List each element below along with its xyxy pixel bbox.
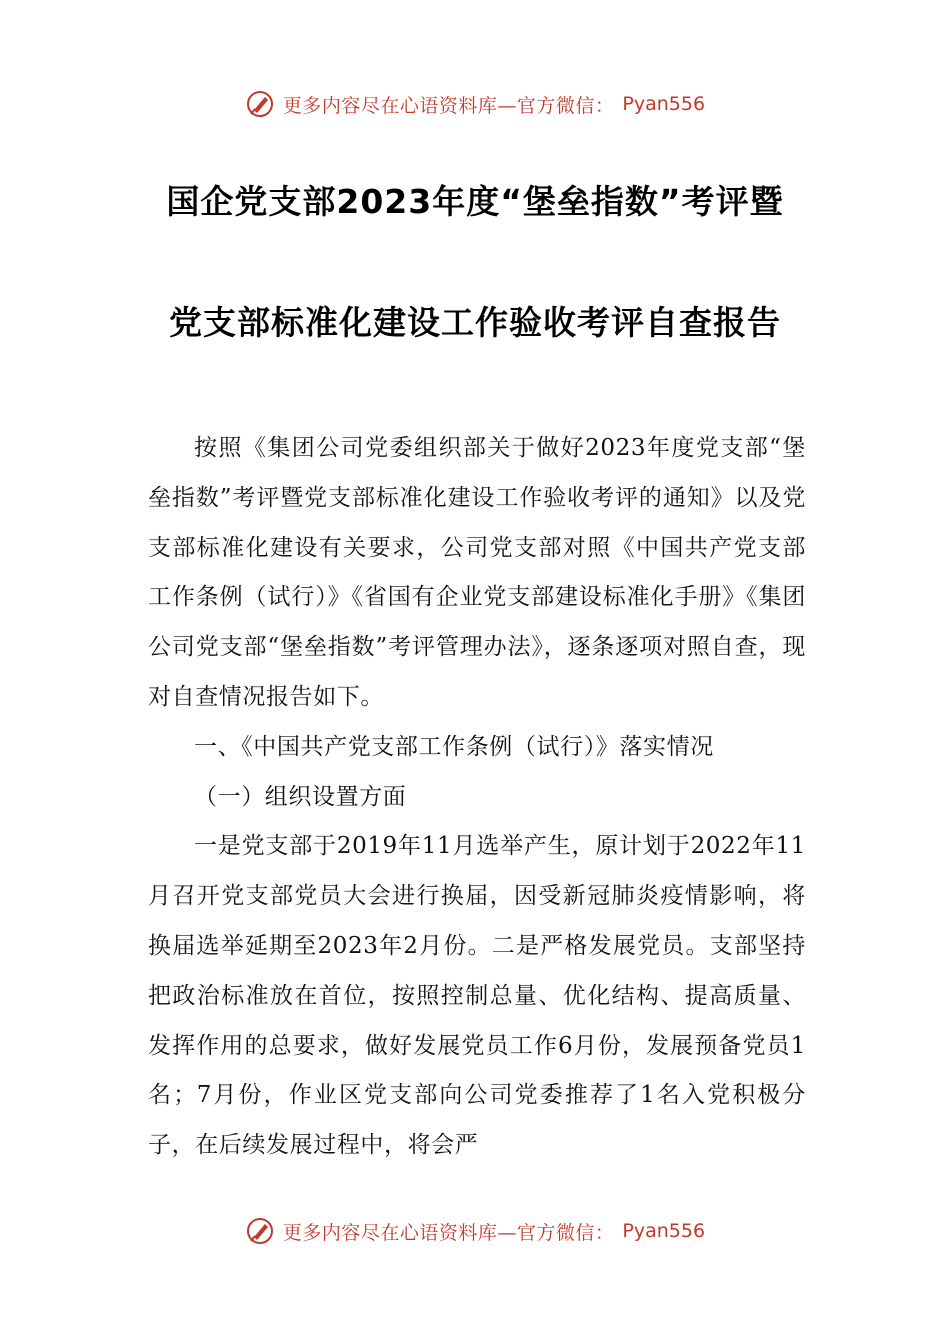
document-title-line-2: 党支部标准化建设工作验收考评自查报告: [169, 303, 781, 342]
watermark-handle: Pyan556: [622, 93, 706, 115]
intro-paragraph: 按照《集团公司党委组织部关于做好2023年度党支部“堡垒指数”考评暨党支部标准化建设工作验收考评的通知》以及党支部标准化建设有关要求，公司党支部对照《中国共产党支部工作条例（试行）》《省国有企业党支部建设标准化手册》《集团公司党支部“堡垒指数”考评管理办法》，逐条逐项对照自查，现对自查情况报告如下。: [148, 435, 806, 710]
header-watermark: [0, 84, 950, 124]
section-heading: 一、《中国共产党支部工作条例（试行）》落实情况: [194, 733, 714, 760]
pen-circle-icon: [245, 1216, 275, 1246]
document-body: [148, 424, 806, 1171]
document-title-line-1: 国企党支部2023年度“堡垒指数”考评暨: [166, 182, 784, 221]
watermark-handle: Pyan556: [622, 1220, 706, 1242]
footer-watermark: [0, 1211, 950, 1251]
watermark-text: 更多内容尽在心语资料库—官方微信：: [282, 94, 615, 117]
subsection-heading: （一）组织设置方面: [194, 783, 407, 810]
watermark-text: 更多内容尽在心语资料库—官方微信：: [282, 1221, 615, 1244]
pen-circle-icon: [245, 89, 275, 119]
body-paragraph: 一是党支部于2019年11月选举产生，原计划于2022年11月召开党支部党员大会进行换届，因受新冠肺炎疫情影响，将换届选举延期至2023年2月份。二是严格发展党员。支部坚持把政治标准放在首位，按照控制总量、优化结构、提高质量、发挥作用的总要求，做好发展党员工作6月份，发展预备党员1名；7月份，作业区党支部向公司党委推荐了1名入党积极分子，在后续发展过程中，将会严: [148, 833, 806, 1159]
